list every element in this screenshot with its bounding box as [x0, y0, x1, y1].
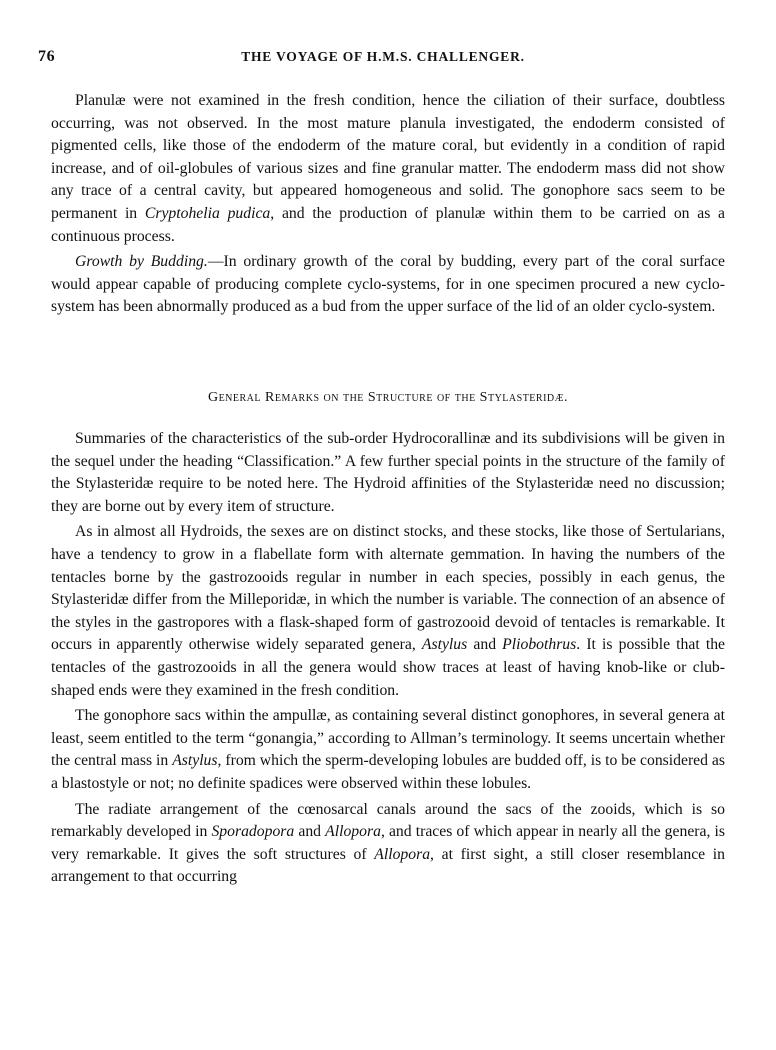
genus-name: Sporadopora [211, 823, 295, 841]
genus-name: Astylus [421, 636, 468, 654]
paragraph-planulae [51, 90, 725, 248]
paragraph-text: , and traces of which appear in nearly all the genera, is very remarkable. It gives the soft structures of [51, 823, 725, 863]
running-title: THE VOYAGE OF H.M.S. CHALLENGER. [241, 49, 525, 64]
section-planulae [51, 90, 725, 362]
genus-name: Allopora [325, 823, 381, 841]
paragraph-text: The radiate arrangement of the cœnosarcal canals around the sacs of the zooids, which is so remarkably developed in [51, 800, 725, 841]
paragraph-text: , at first sight, a still closer resemblance in arrangement to that occurring [51, 845, 726, 886]
paragraph-text: . It is possible that the tentacles of the gastrozooids in all the genera would show traces at least of having knob-like or club-shaped ends were they examined in the fresh condition. [51, 636, 726, 699]
genus-name: Astylus [172, 752, 218, 770]
page-number: 76 [38, 48, 56, 65]
species-name: Cryptohelia pudica [144, 204, 271, 222]
paragraph-text: and [467, 636, 503, 654]
paragraph-text: As in almost all Hydroids, the sexes are on distinct stocks, and these stocks, like those of Sertularians, have a tendency to grow in a flabellate form with alternate gemmation. In having the numbers of the tentacles borne by the gastrozooids regular in number in each species, possibly in each genus, the Stylasteridæ differ from the Milleporidæ, in which the number is variable. The connection of an absence of the styles in the gastropores with a flask-shaped form of gastrozooid devoid of tentacles is remarkable. It occurs in apparently otherwise widely separated genera, [51, 523, 725, 654]
genus-name: Pliobothrus [502, 636, 577, 654]
section-heading: General Remarks on the Structure of the Stylasteridæ. [207, 390, 569, 405]
paragraph-text: Planulæ were not examined in the fresh condition, hence the ciliation of their surface, doubtless occurring, was not observed. In the most mature planula investigated, the endoderm consisted of pigmented cells, like those of the endoderm of the mature coral, but evidently in a condition of rapid increase, and of oil-globules of various sizes and fine granular matter. The endoderm mass did not show any trace of a central cavity, but appeared homogeneous and solid. The gonophore sacs seem to be permanent in [51, 92, 725, 222]
genus-name: Allopora [374, 845, 431, 863]
paragraph-text: The gonophore sacs within the ampullæ, as containing several distinct gonophores, in several genera at least, seem entitled to the term “gonangia,” according to Allman’s terminology. It seems uncertain whether the central mass in [51, 707, 725, 770]
paragraph-text: —In ordinary growth of the coral by budding, every part of the coral surface would appear capable of producing complete cyclo-systems, for in one specimen procured a new cyclo-system has been abnormally produced as a bud from the upper surface of the lid of an older cyclo-system. [51, 253, 725, 316]
paragraph-summaries: Summaries of the characteristics of the sub-order Hydrocorallinæ and its subdivisions will be given in the sequel under the heading “Classification.” A few further special points in the structure of the family of the Stylasteridæ require to be noted here. The Hydroid affinities of the Stylasteridæ need no discussion; they are borne out by every item of structure. [51, 430, 725, 515]
body-text [51, 90, 725, 889]
paragraph-hydroids [51, 521, 725, 702]
paragraph-text: , from which the sperm-developing lobules are budded off, is to be considered as a blastostyle or not; no definite spadices were observed within these lobules. [51, 752, 725, 792]
paragraph-text: , and the production of planulæ within them to be carried on as a continuous process. [51, 204, 725, 245]
running-header [38, 48, 728, 70]
subheading-growth-by-budding: Growth by Budding. [75, 253, 208, 271]
paragraph-radiate-arrangement [51, 799, 725, 889]
paragraph-growth-by-budding [51, 251, 725, 319]
paragraph-text: and [294, 823, 326, 841]
paragraph-gonophore-sacs [51, 705, 725, 795]
